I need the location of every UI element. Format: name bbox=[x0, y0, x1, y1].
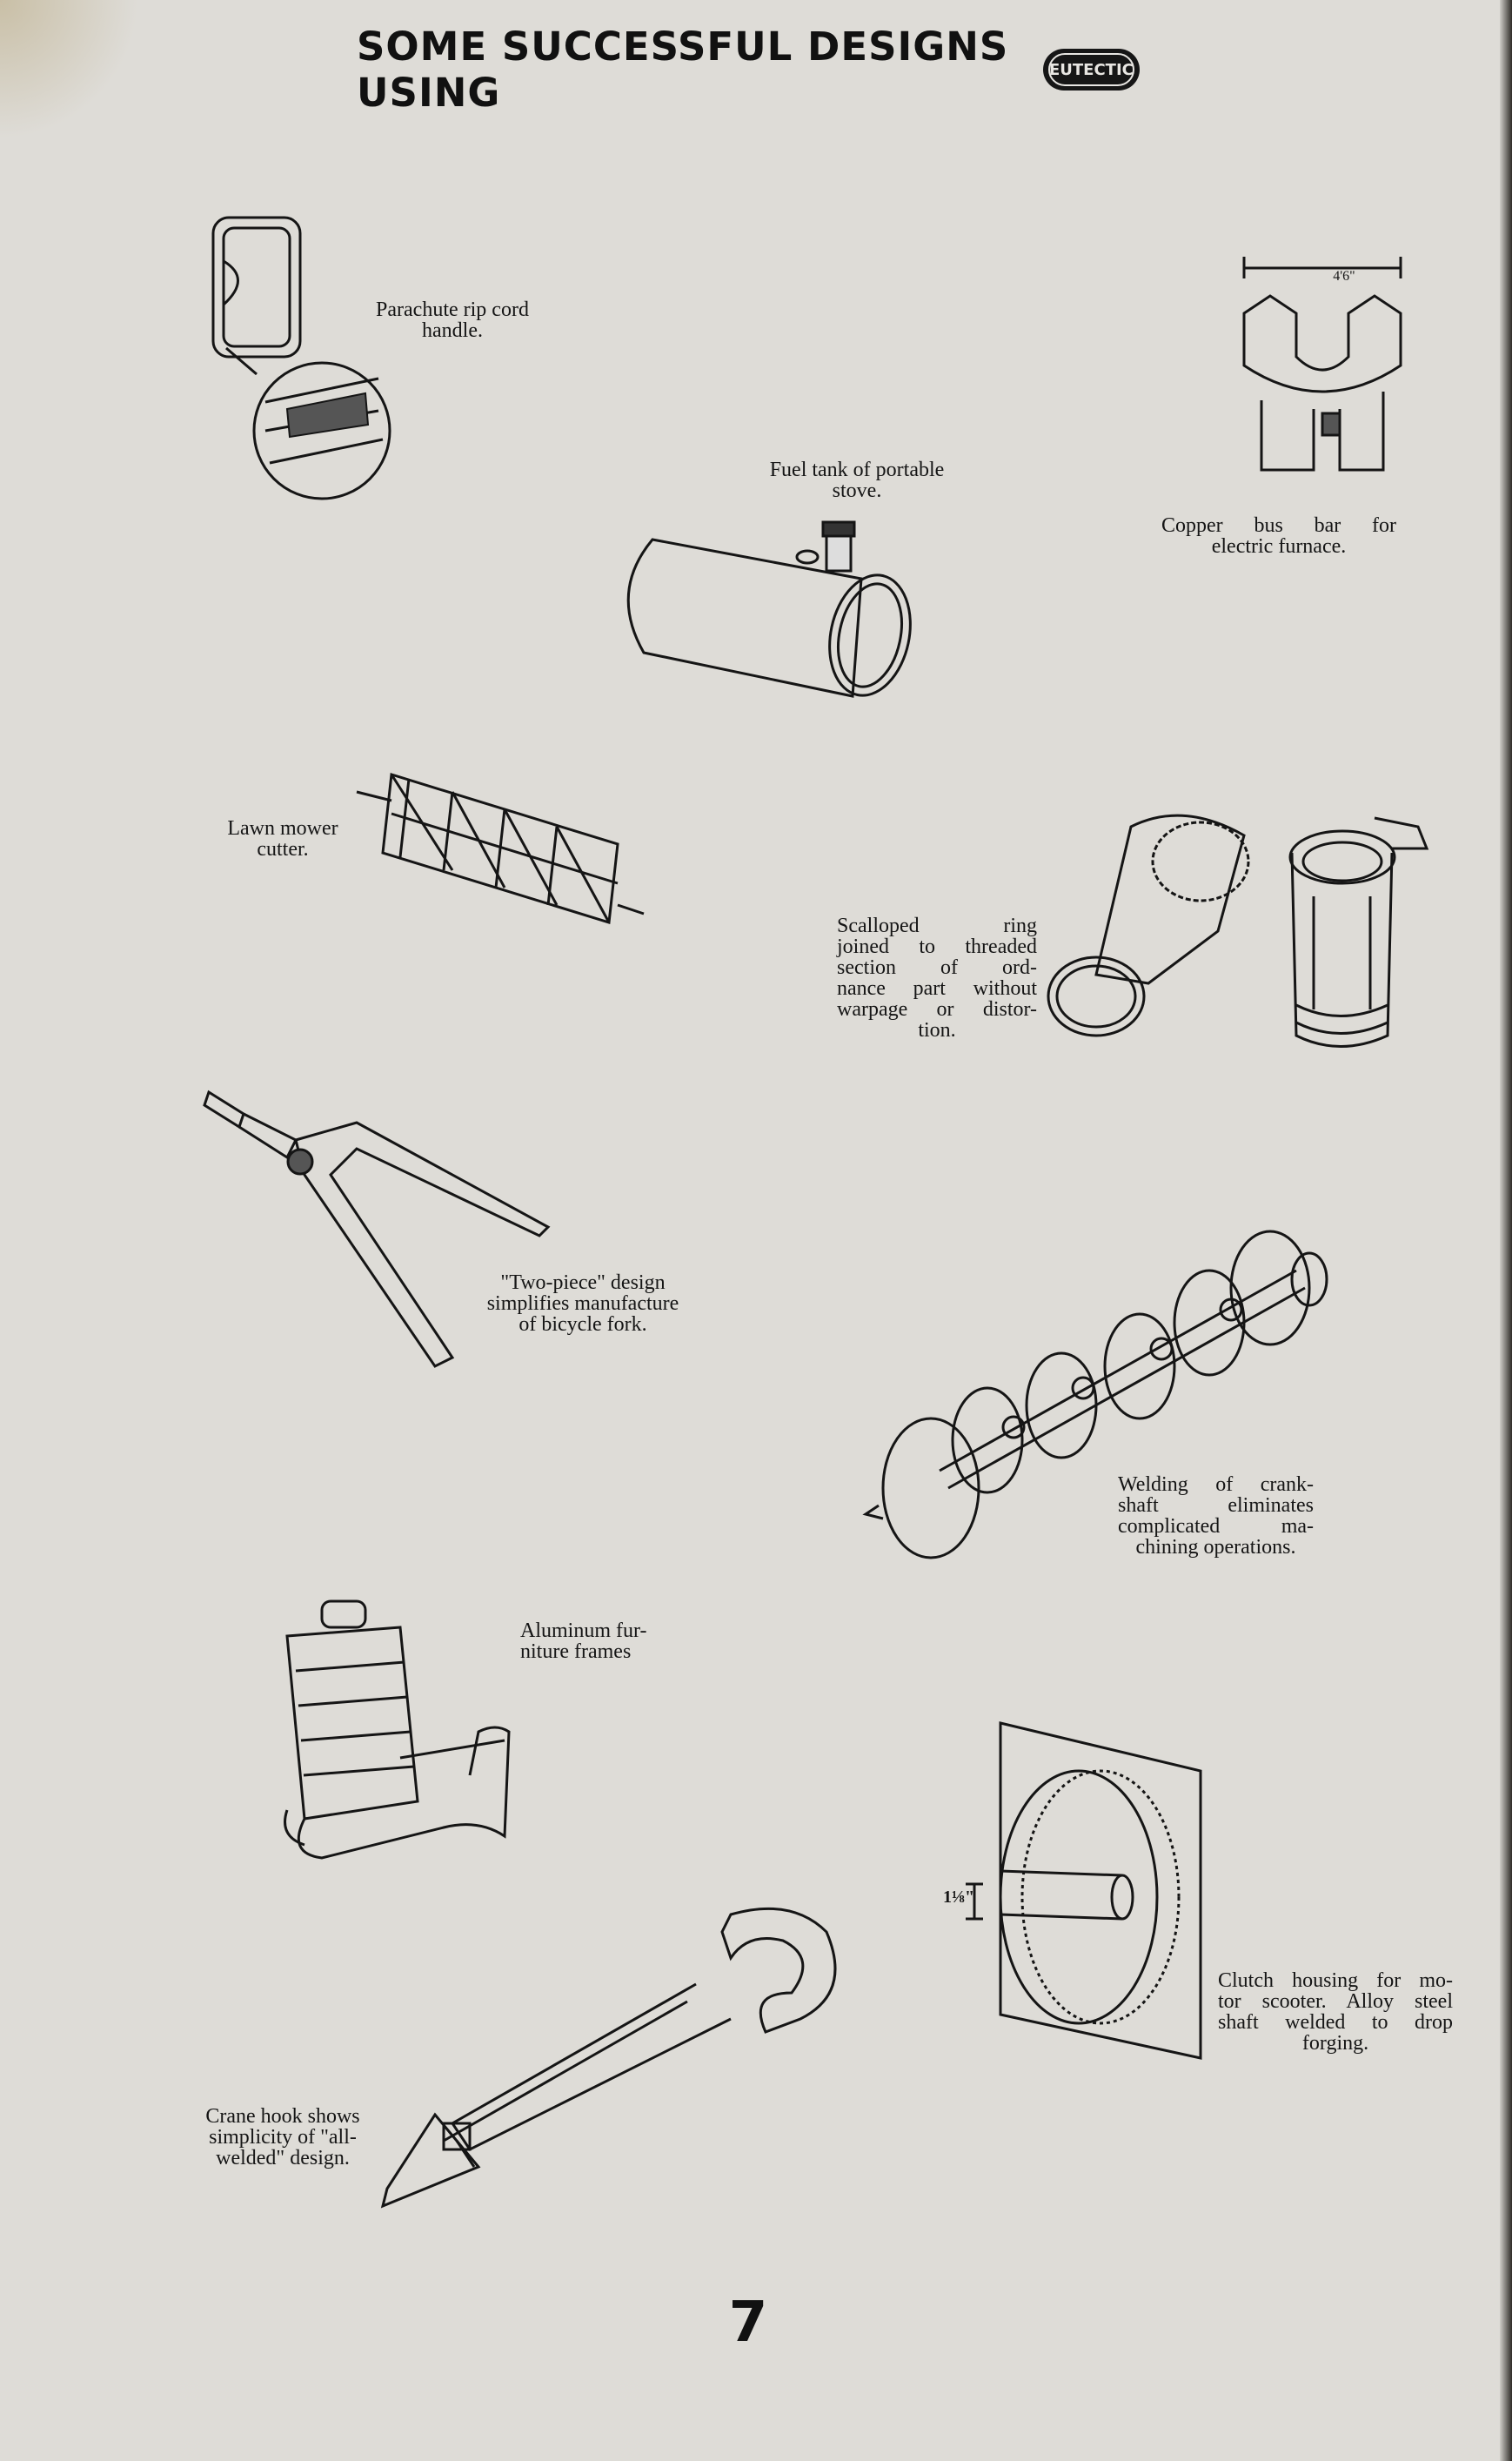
fuel-tank-illustration bbox=[618, 522, 931, 705]
page-edge-shadow bbox=[1500, 0, 1512, 2461]
caption-clutch-housing: Clutch housing for mo- tor scooter. Alloy steel shaft welded to drop forging. bbox=[1218, 1969, 1453, 2055]
caption-lawn-mower: Lawn mower cutter. bbox=[227, 817, 338, 861]
eutectic-logo: EUTECTIC bbox=[1043, 49, 1140, 91]
lawn-mower-cutter-illustration bbox=[357, 766, 644, 931]
caption-copper-bus: Copper bus bar for electric furnace. bbox=[1161, 514, 1396, 558]
caption-crane-hook: Crane hook shows simplicity of "all- welded" design. bbox=[205, 2105, 360, 2169]
caption-furniture: Aluminum fur- niture frames bbox=[520, 1619, 647, 1663]
furniture-frame-illustration bbox=[270, 1601, 522, 1862]
caption-bicycle-fork: "Two-piece" design simplifies manufacture of bicycle fork. bbox=[486, 1271, 679, 1336]
crane-hook-illustration bbox=[383, 1906, 844, 2210]
page-number: 7 bbox=[728, 2290, 768, 2355]
page-title-text: SOME SUCCESSFUL DESIGNS USING bbox=[357, 23, 1009, 116]
caption-scalloped-ring: Scalloped ring joined to threaded section of ord- nance part without warpage or distor- tion. bbox=[837, 915, 1037, 1042]
page-corner-shade bbox=[0, 0, 139, 139]
clutch-housing-illustration bbox=[948, 1723, 1209, 2062]
scalloped-ring-illustration bbox=[1044, 801, 1435, 1070]
caption-parachute: Parachute rip cord handle. bbox=[376, 298, 529, 342]
caption-copper-dimension: 4'6" bbox=[1333, 269, 1355, 284]
caption-crankshaft: Welding of crank- shaft eliminates complicated ma- chining operations. bbox=[1118, 1473, 1314, 1559]
caption-clutch-dimension: 1⅛" bbox=[942, 1888, 975, 1907]
parachute-handle-illustration bbox=[204, 209, 405, 505]
caption-fuel-tank: Fuel tank of portable stove. bbox=[769, 459, 945, 502]
page-title bbox=[357, 23, 1140, 116]
